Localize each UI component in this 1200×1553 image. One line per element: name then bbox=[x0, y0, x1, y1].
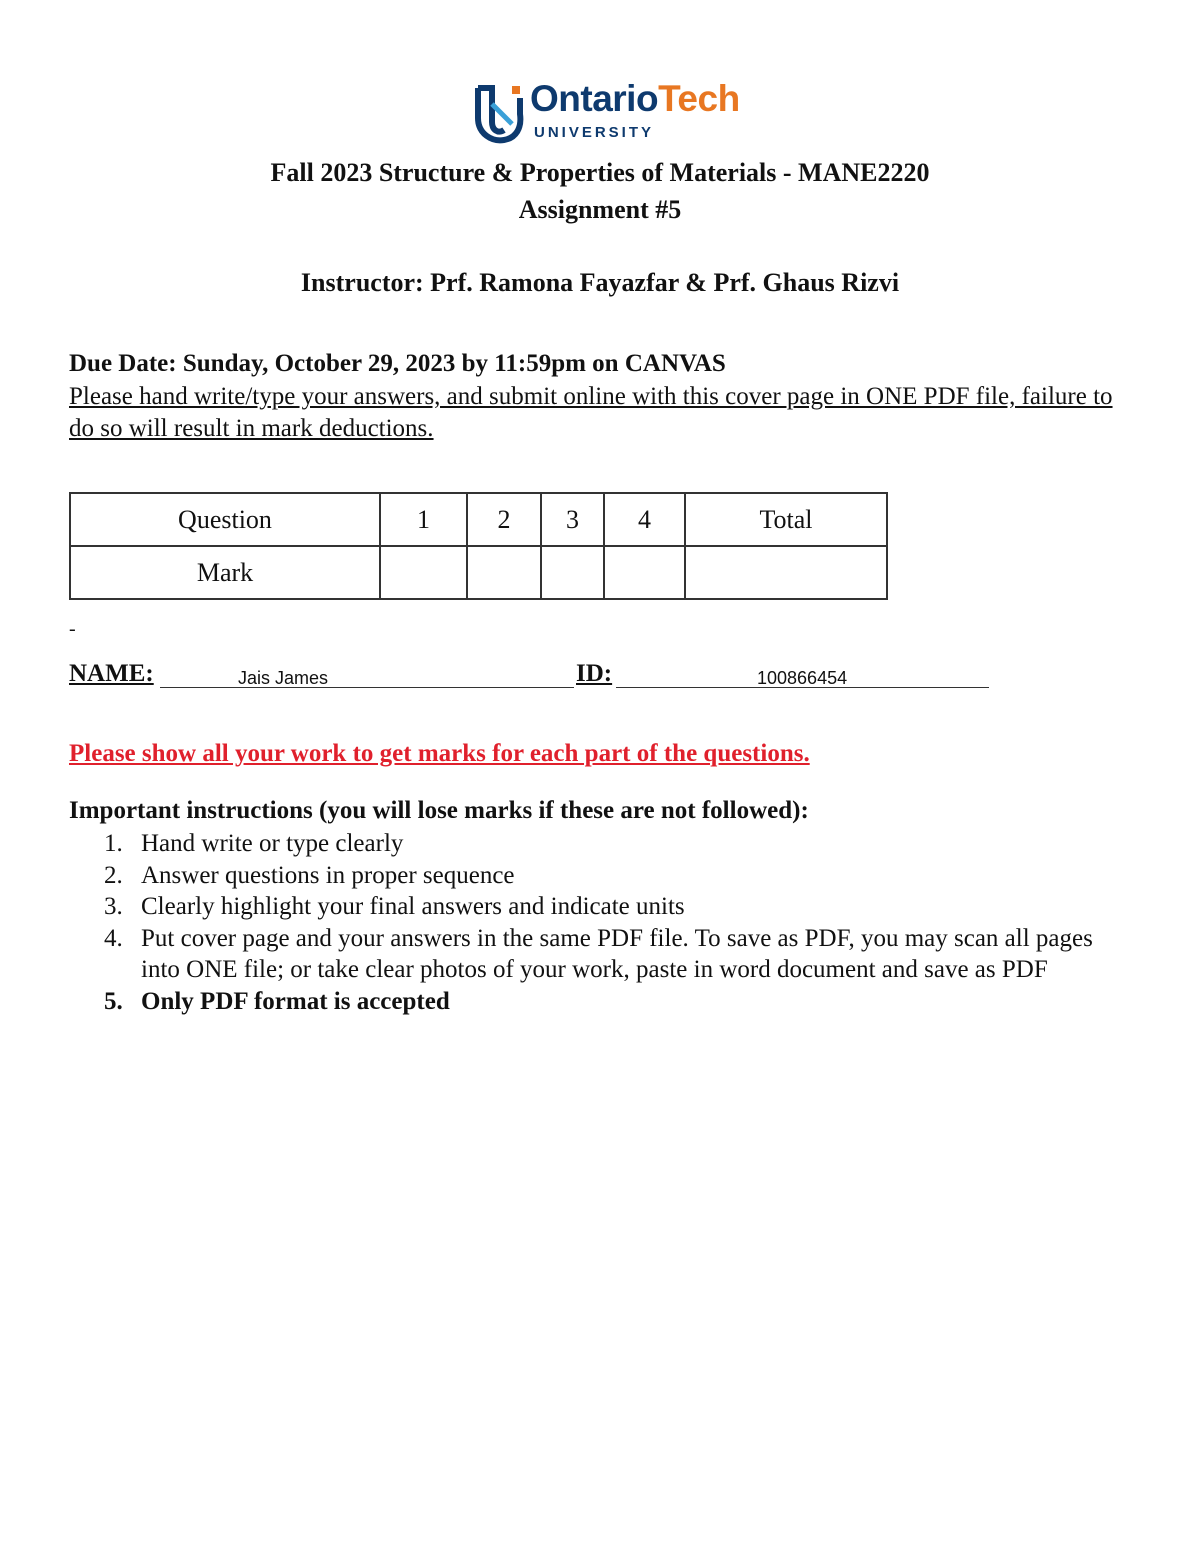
mark-cell[interactable] bbox=[685, 546, 887, 599]
due-date: Due Date: Sunday, October 29, 2023 by 11:59pm on CANVAS bbox=[69, 350, 726, 377]
instructions-heading: Important instructions (you will lose marks if these are not followed): bbox=[69, 797, 809, 824]
list-item: 1. Hand write or type clearly bbox=[104, 830, 404, 857]
table-row bbox=[70, 493, 887, 546]
id-label: ID: bbox=[576, 660, 613, 687]
table-cell: 1 bbox=[380, 493, 467, 546]
instructions-list bbox=[104, 828, 1134, 1017]
mark-cell[interactable] bbox=[467, 546, 541, 599]
list-item: 4. Put cover page and your answers in the same PDF file. To save as PDF, you may scan all pages into ONE file; or take clear photos of your work, paste in word document and save as PDF bbox=[104, 924, 1093, 983]
table-cell: Mark bbox=[70, 546, 380, 599]
ontario-tech-shield-icon bbox=[472, 84, 524, 144]
marks-table bbox=[69, 492, 888, 600]
submission-instruction: Please hand write/type your answers, and submit online with this cover page in ONE PDF file, failure to do so will result in mark deductions. bbox=[69, 383, 1113, 442]
list-item: 3. Clearly highlight your final answers and indicate units bbox=[104, 893, 685, 920]
table-cell: 2 bbox=[467, 493, 541, 546]
list-item: 2. Answer questions in proper sequence bbox=[104, 861, 515, 889]
table-cell: 4 bbox=[604, 493, 685, 546]
instructor-line: Instructor: Prf. Ramona Fayazfar & Prf. Ghaus Rizvi bbox=[300, 268, 900, 297]
logo-wordmark: OntarioTech bbox=[530, 78, 740, 119]
university-logo bbox=[472, 78, 752, 148]
table-cell: Total bbox=[685, 493, 887, 546]
table-cell: Question bbox=[70, 493, 380, 546]
work-warning: Please show all your work to get marks for each part of the questions. bbox=[69, 740, 810, 767]
mark-cell[interactable] bbox=[541, 546, 604, 599]
name-field-line bbox=[160, 687, 574, 688]
stray-dash: - bbox=[69, 618, 76, 640]
name-field[interactable]: Jais James bbox=[238, 668, 329, 688]
id-field[interactable]: 100866454 bbox=[757, 668, 848, 688]
mark-cell[interactable] bbox=[380, 546, 467, 599]
logo-subtitle: UNIVERSITY bbox=[534, 124, 655, 141]
name-label: NAME: bbox=[69, 660, 154, 687]
table-row bbox=[70, 546, 887, 599]
mark-cell[interactable] bbox=[604, 546, 685, 599]
table-cell: 3 bbox=[541, 493, 604, 546]
list-item: 5. Only PDF format is accepted bbox=[104, 987, 450, 1015]
course-title: Fall 2023 Structure & Properties of Materials - MANE2220 bbox=[270, 158, 930, 187]
assignment-title: Assignment #5 bbox=[518, 195, 682, 224]
